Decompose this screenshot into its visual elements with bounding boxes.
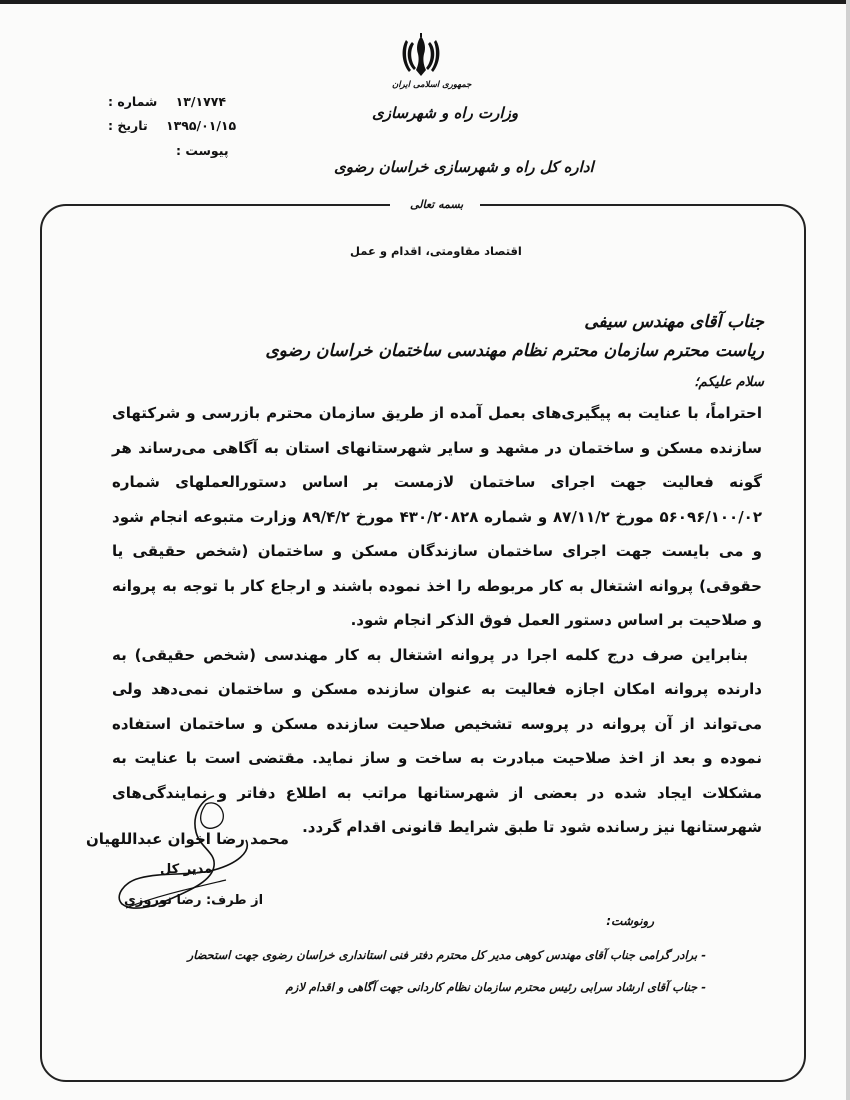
cc-heading: رونوشت: [606, 914, 654, 928]
department-name: اداره کل راه و شهرسازی خراسان رضوی [334, 158, 594, 176]
recipient-title: ریاست محترم سازمان محترم نظام مهندسی ساختمان خراسان رضوی [265, 341, 764, 361]
signer-name: محمد رضا اخوان عبداللهیان [86, 830, 289, 848]
letter-number [108, 94, 226, 109]
ministry-name: وزارت راه و شهرسازی [372, 104, 519, 122]
invocation: بسمه تعالی [410, 198, 464, 211]
signer-title: مدیر کل [160, 862, 213, 877]
handwritten-signature-icon [96, 790, 266, 920]
iran-emblem-icon [400, 32, 442, 80]
letter-attachment-label: پیوست : [176, 143, 229, 158]
letter-date-label: تاریخ : [108, 118, 148, 133]
letter-attachment [176, 143, 229, 158]
letter-number-value: ۱۳/۱۷۷۴ [175, 94, 226, 109]
body-paragraph-2: بنابراین صرف درج کلمه اجرا در پروانه اشتغال به کار مهندسی (شخص حقیقی) به دارنده پروانه امکان اجازه فعالیت به عنوان سازنده مسکن و ساختمان نمی‌دهد ولی می‌تواند از آن پروانه در پروسه تشخیص صلاحیت سازنده مسکن و ساختمان استفاده نموده و بعد از اخذ صلاحیت مبادرت به ساخت و ساز نماید. مقتضی است با عنایت به مشکلات ایجاد شده در بعضی از شهرستانها مراتب به اطلاع دفاتر و نمایندگی‌های شهرستانها نیز رسانده شود تا طبق شرایط قانونی اقدام گردد. [112, 645, 762, 836]
letter-number-label: شماره : [108, 94, 158, 109]
letter-body [112, 396, 762, 845]
recipient-name: جناب آقای مهندس سیفی [584, 312, 764, 332]
letter-date [108, 118, 236, 133]
scan-side-edge [846, 0, 850, 1100]
signer-on-behalf: از طرف: رضا نوروزی [124, 893, 264, 908]
greeting: سلام علیکم؛ [694, 374, 764, 390]
scan-top-edge [0, 0, 850, 4]
letter-date-value: ۱۳۹۵/۰۱/۱۵ [166, 118, 237, 133]
body-paragraph-1: احتراماً، با عنایت به پیگیری‌های بعمل آمده از طریق سازمان محترم بازرسی و شرکتهای سازنده مسکن و ساختمان در مشهد و سایر شهرستانهای استان به آگاهی می‌رساند هر گونه فعالیت جهت اجرای ساختمان لازمست بر اساس دستورالعملهای شماره ۵۶۰۹۶/۱۰۰/۰۲ مورخ ۸۷/۱۱/۲ و شماره ۴۳۰/۲۰۸۲۸ مورخ ۸۹/۴/۲ وزارت متبوعه انجام شود و می بایست جهت اجرای ساختمان سازندگان مسکن و ساختمان (شخص حقیقی یا حقوقی) پروانه اشتغال به کار مربوطه را اخذ نموده باشند و ارجاع کار با توجه به پروانه و صلاحیت بر اساس دستور العمل فوق الذکر انجام شود. [112, 404, 762, 629]
republic-label: جمهوری اسلامی ایران [392, 80, 472, 90]
cc-item-2: - جناب آقای ارشاد سرابی رئیس محترم سازمان نظام کاردانی جهت آگاهی و اقدام لازم [285, 980, 706, 994]
slogan: اقتصاد مقاومتی، اقدام و عمل [350, 244, 522, 258]
cc-item-1: - برادر گرامی جناب آقای مهندس کوهی مدیر کل محترم دفتر فنی استانداری خراسان رضوی جهت استحضار [187, 948, 706, 962]
